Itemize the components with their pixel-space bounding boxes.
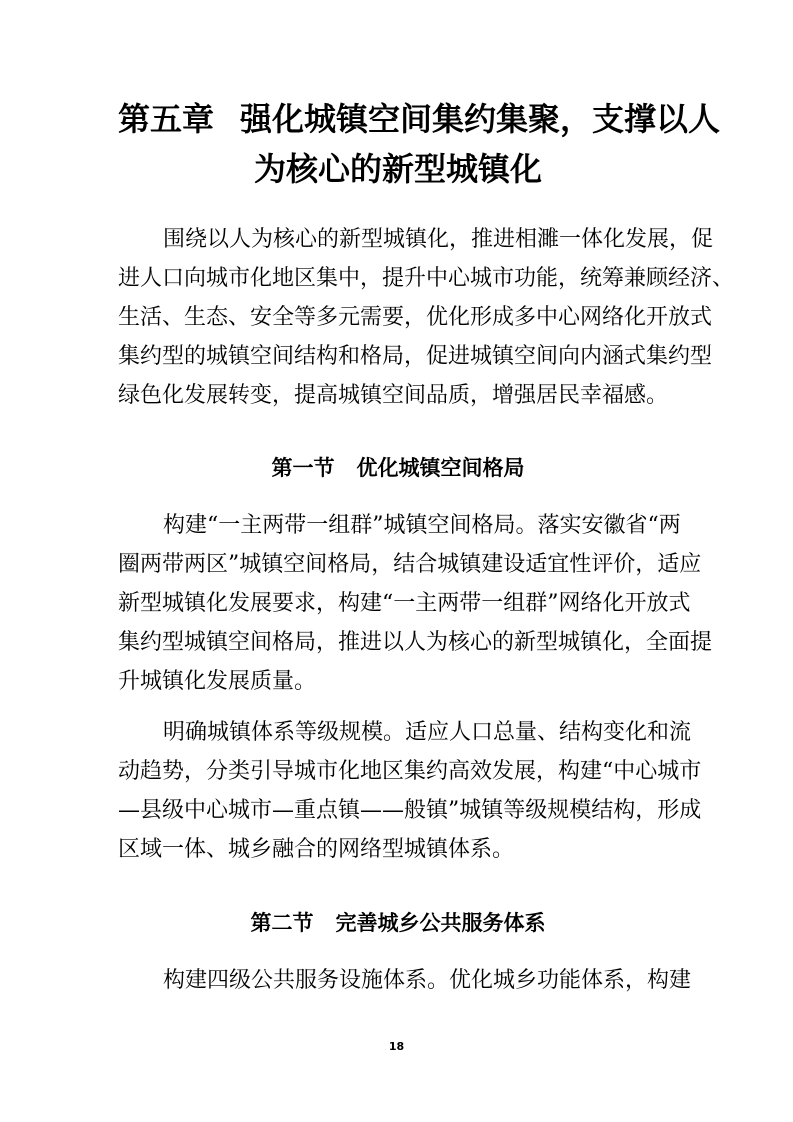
- page-number: 18: [388, 1040, 405, 1053]
- intro-line: 绿色化发展转变，提高城镇空间品质，增强居民幸福感。: [118, 383, 669, 408]
- paragraph-line: 构建“一主两带一组群”城镇空间格局。落实安徽省“两: [163, 513, 681, 538]
- intro-line: 集约型的城镇空间结构和格局，促进城镇空间向内涵式集约型: [118, 344, 713, 369]
- section-number: 第一节: [271, 456, 335, 480]
- intro-line: 进人口向城市化地区集中，提升中心城市功能，统筹兼顾经济、: [118, 266, 735, 291]
- section-heading: [118, 452, 678, 484]
- chapter-title: [118, 94, 721, 194]
- chapter-title-line-2: 为核心的新型城镇化: [253, 150, 542, 188]
- paragraph-line: 动趋势，分类引导城市化地区集约高效发展，构建“中心城市: [118, 759, 702, 784]
- paragraph-line: 构建四级公共服务设施体系。优化城乡功能体系，构建: [163, 968, 692, 993]
- paragraph-line: —县级中心城市—重点镇——般镇”城镇等级规模结构，形成: [118, 798, 702, 823]
- chapter-title-text-1: 强化城镇空间集约集聚，支撑以人: [240, 100, 721, 138]
- paragraph-line: 集约型城镇空间格局，推进以人为核心的新型城镇化，全面提: [118, 630, 713, 655]
- intro-line: 围绕以人为核心的新型城镇化，推进相濉一体化发展，促: [163, 227, 714, 252]
- chapter-number: 第五章: [118, 100, 215, 138]
- section-title-text: 完善城乡公共服务体系: [335, 911, 546, 935]
- paragraph-line: 新型城镇化发展要求，构建“一主两带一组群”网络化开放式: [118, 591, 691, 616]
- chapter-title-line-1: [118, 94, 721, 144]
- paragraph-line: 升城镇化发展质量。: [118, 669, 317, 694]
- intro-line: 生活、生态、安全等多元需要，优化形成多中心网络化开放式: [118, 305, 713, 330]
- section-title-text: 优化城镇空间格局: [356, 456, 525, 480]
- section-heading: [118, 907, 678, 939]
- paragraph-line: 区域一体、城乡融合的网络型城镇体系。: [118, 837, 515, 862]
- paragraph-line: 圈两带两区”城镇空间格局，结合城镇建设适宜性评价，适应: [118, 552, 702, 577]
- section-number: 第二节: [250, 911, 314, 935]
- paragraph-line: 明确城镇体系等级规模。适应人口总量、结构变化和流: [163, 720, 692, 745]
